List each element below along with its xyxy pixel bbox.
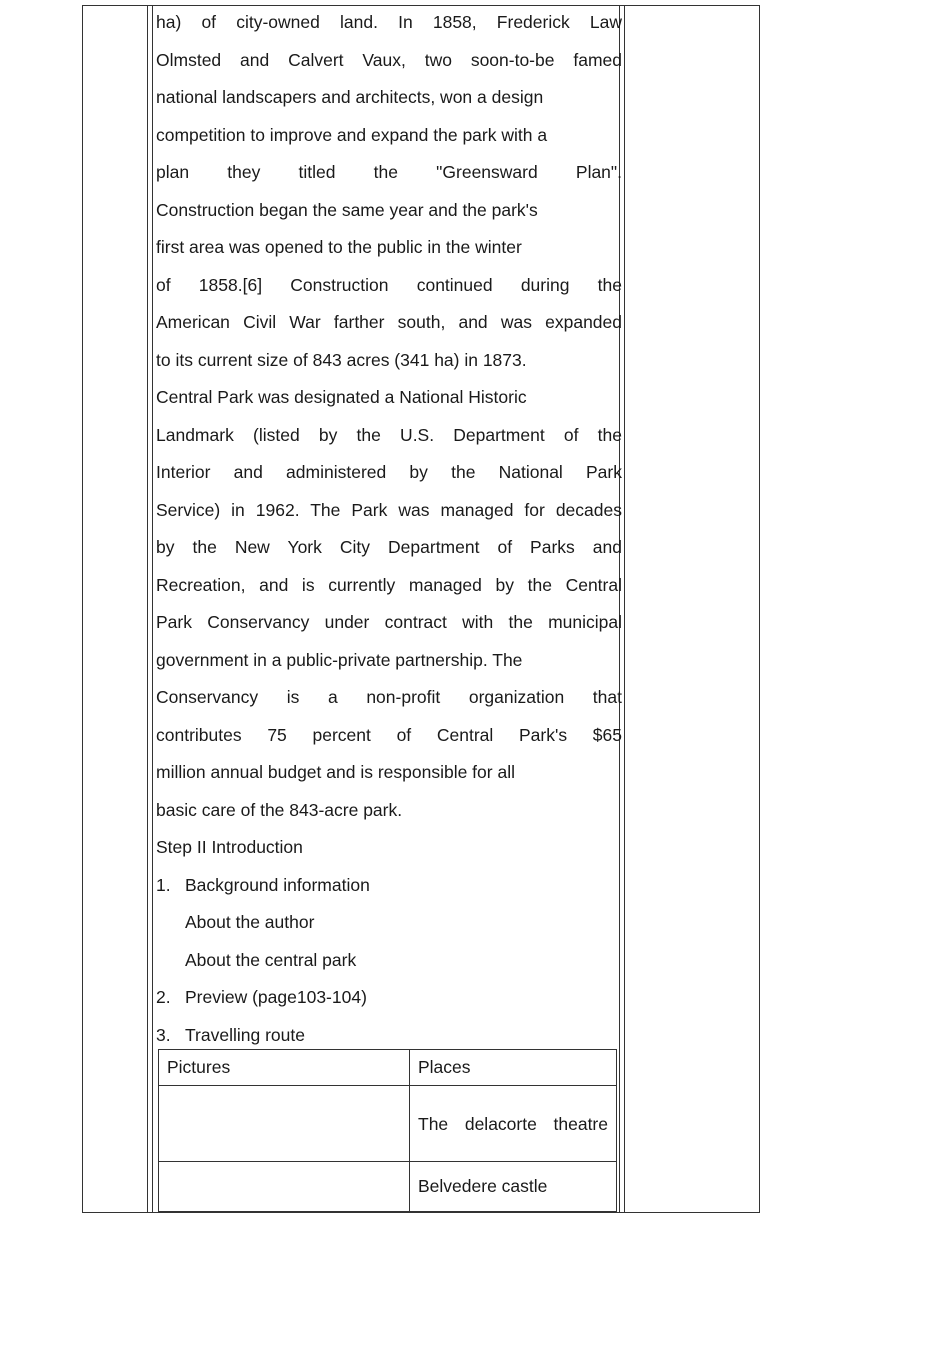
travelling-route-table [158, 1049, 617, 1212]
passage-line: Interior and administered by the National Park [156, 462, 622, 482]
list-label: Preview (page103-104) [185, 987, 367, 1007]
picture-cell [159, 1162, 410, 1212]
passage-line: Service) in 1962. The Park was managed for decades [156, 499, 622, 520]
passage-line: ha) of city-owned land. In 1858, Frederick Law [156, 12, 622, 32]
list-subitem: About the central park [185, 949, 357, 970]
list-number: 1. [156, 874, 171, 895]
lesson-plan-table [82, 5, 760, 1213]
list-number: 3. [156, 1024, 171, 1045]
passage-line: plan they titled the "Greensward Plan". [156, 162, 622, 182]
list-number: 2. [156, 987, 171, 1007]
passage-line: to its current size of 843 acres (341 ha) in 1873. [156, 349, 527, 370]
passage-line: Olmsted and Calvert Vaux, two soon-to-be famed [156, 49, 622, 70]
table-header-row [159, 1050, 617, 1086]
passage-line: million annual budget and is responsible for all [156, 762, 515, 782]
table-row [159, 1162, 617, 1212]
passage-line: Conservancy is a non-profit organization that [156, 687, 622, 707]
place-name: The delacorte theatre [418, 1113, 608, 1134]
passage-line: national landscapers and architects, won a design [156, 87, 544, 107]
place-cell [410, 1086, 617, 1162]
place-name: Belvedere castle [418, 1176, 548, 1196]
list-label: Background information [185, 874, 370, 895]
column-divider [152, 6, 153, 1212]
passage-line: of 1858.[6] Construction continued during the [156, 274, 622, 295]
passage-line: contributes 75 percent of Central Park's $65 [156, 724, 622, 745]
place-cell [410, 1162, 617, 1212]
passage-line: basic care of the 843-acre park. [156, 799, 403, 820]
places-header: Places [410, 1050, 617, 1086]
column-divider [147, 6, 148, 1212]
central-park-passage [156, 6, 622, 831]
column-divider [624, 6, 625, 1212]
step-heading: Step II Introduction [156, 837, 303, 857]
picture-cell [159, 1086, 410, 1162]
passage-line: Central Park was designated a National Historic [156, 387, 527, 407]
table-row [159, 1086, 617, 1162]
passage-line: by the New York City Department of Parks and [156, 537, 622, 557]
introduction-list [156, 869, 622, 1057]
list-subitem: About the author [185, 912, 315, 932]
list-item [156, 981, 622, 1019]
list-item [156, 869, 622, 907]
pictures-header: Pictures [159, 1050, 410, 1086]
lesson-content [156, 6, 622, 1196]
passage-line: Construction began the same year and the park's [156, 199, 538, 220]
passage-line: competition to improve and expand the park with a [156, 124, 548, 145]
passage-line: government in a public-private partnership. The [156, 649, 523, 670]
passage-line: first area was opened to the public in the winter [156, 237, 522, 257]
passage-line: Landmark (listed by the U.S. Department of the [156, 424, 622, 445]
list-label: Travelling route [185, 1024, 305, 1045]
passage-line: Recreation, and is currently managed by the Central [156, 574, 622, 595]
passage-line: American Civil War farther south, and was expanded [156, 312, 622, 332]
passage-line: Park Conservancy under contract with the municipal [156, 612, 622, 632]
